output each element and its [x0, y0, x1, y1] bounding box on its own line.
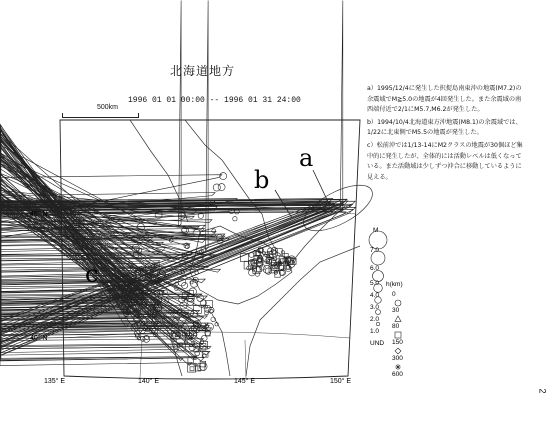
depth-legend-symbol	[395, 364, 401, 370]
lon-label-140: 140° E	[138, 378, 160, 385]
depth-legend-symbol	[395, 300, 401, 306]
depth-legend-label: 600	[392, 371, 403, 378]
epicenter-mark	[340, 1, 343, 211]
epicenter-mark	[195, 271, 198, 274]
depth-legend-symbol	[395, 348, 401, 354]
lat-label-45: 45° N	[30, 211, 48, 218]
magnitude-legend-label: 2.0	[370, 316, 380, 323]
magnitude-legend	[369, 227, 387, 347]
note-b: b）1994/10/4北海道東方沖地震(M8.1)の余震域では、1/22に北東側でM5.5の地震が発生した。	[367, 118, 522, 137]
epicenter-mark	[255, 272, 259, 276]
depth-legend	[386, 281, 403, 378]
magnitude-legend-title: M	[373, 227, 379, 234]
epicenter-mark	[213, 184, 220, 191]
depth-legend-title: h(km)	[386, 281, 403, 288]
depth-legend-symbol	[395, 316, 401, 321]
annotation-c: c	[85, 260, 99, 288]
annotation-b: b	[254, 166, 270, 194]
epicenter-mark	[212, 229, 216, 233]
epicenter-mark	[200, 340, 203, 343]
magnitude-legend-label: 6.0	[370, 265, 380, 272]
page-title: 北海道地方	[170, 64, 236, 78]
epicenter-mark	[190, 367, 194, 371]
epicenter-mark	[179, 1, 182, 227]
depth-legend-label: 30	[392, 307, 400, 314]
depth-legend-symbol	[395, 332, 401, 338]
note-a: a）1995/12/4に発生した択捉島南東沖の地震(M7.2)の余震域でM≧5.0の地震が4回発生した。また余震域の南西端付近で2/1にM5.7,M6.2が発生した。	[367, 85, 522, 114]
coast-honshu-east	[212, 314, 230, 376]
epicenter-mark	[182, 282, 188, 288]
magnitude-legend-label: 1.0	[370, 328, 380, 335]
epicenter-points	[0, 1, 356, 373]
note-c: c）松前沖では1/13-14にM2クラスの地震が30個ほど集中的に発生したが、全体的には活動レベルは低くなっている。また活動域は少しずつ沖合に移動しているように見える。	[367, 141, 523, 181]
epicenter-mark	[203, 354, 206, 357]
scale-label: 500km	[97, 104, 119, 111]
notes-panel	[367, 84, 527, 185]
magnitude-legend-label: 4.0	[370, 292, 380, 299]
magnitude-legend-label: 5.0	[370, 280, 380, 287]
lat-label-40: 40° N	[30, 335, 48, 342]
lon-label-135: 135° E	[44, 378, 66, 385]
lon-label-150: 150° E	[330, 378, 352, 385]
lon-label-145: 145° E	[234, 378, 256, 385]
depth-legend-label: 150	[392, 339, 403, 346]
page-number: 2	[537, 388, 548, 394]
depth-legend-label: 0	[392, 291, 396, 298]
annotation-a: a	[299, 144, 314, 172]
magnitude-legend-label: 7.0	[370, 247, 380, 254]
epicenter-mark	[247, 266, 251, 270]
coast-kurils	[292, 206, 345, 262]
epicenter-mark	[249, 269, 256, 276]
depth-legend-label: 80	[392, 323, 400, 330]
magnitude-legend-label: 3.0	[370, 304, 380, 311]
lon-line-145	[245, 340, 246, 378]
magnitude-legend-label: UND	[370, 340, 385, 347]
depth-legend-label: 300	[392, 355, 403, 362]
epicenter-mark	[233, 217, 237, 221]
period-label: 1996 01 01 00:00 -- 1996 01 31 24:00	[128, 96, 301, 105]
